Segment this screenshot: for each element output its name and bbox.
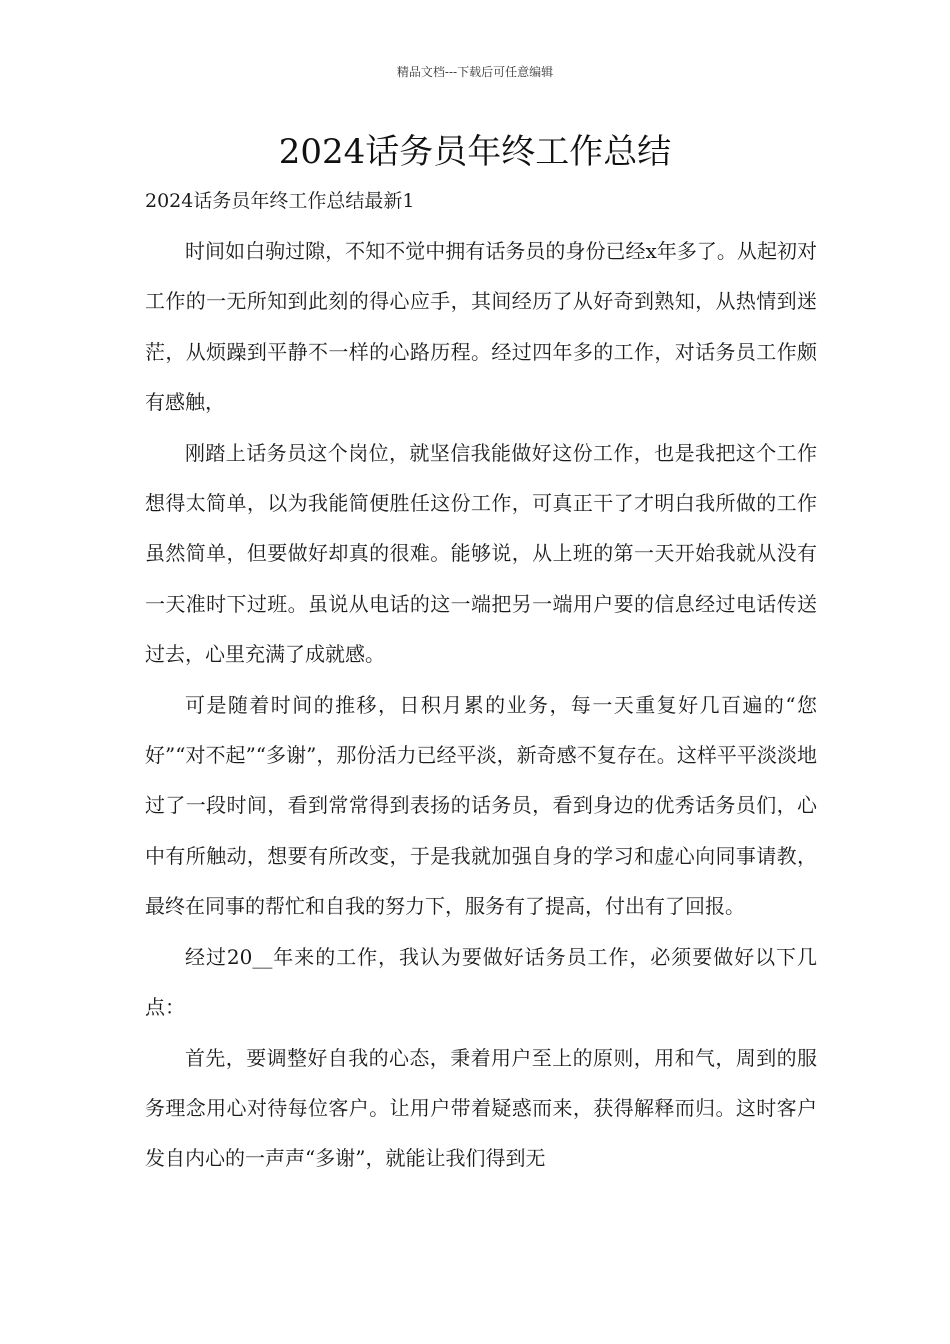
paragraph: 可是随着时间的推移，日积月累的业务，每一天重复好几百遍的“您好”“对不起”“多谢”，那份活力已经平淡，新奇感不复存在。这样平平淡淡地过了一段时间，看到常常得到表扬的话务员，看到身边的优秀话务员们，心中有所触动，想要有所改变，于是我就加强自身的学习和虚心向同事请教，最终在同事的帮忙和自我的努力下，服务有了提高，付出有了回报。 — [145, 692, 817, 919]
paragraph: 首先，要调整好自我的心态，秉着用户至上的原则，用和气，周到的服务理念用心对待每位客户。让用户带着疑惑而来，获得解释而归。这时客户发自内心的一声声“多谢”，就能让我们得到无 — [145, 1045, 817, 1171]
document-subtitle: 2024话务员年终工作总结最新1 — [145, 190, 415, 212]
paragraph: 经过20__年来的工作，我认为要做好话务员工作，必须要做好以下几点： — [145, 944, 817, 1020]
paragraph: 刚踏上话务员这个岗位，就坚信我能做好这份工作，也是我把这个工作想得太简单，以为我能简便胜任这份工作，可真正干了才明白我所做的工作虽然简单，但要做好却真的很难。能够说，从上班的第一天开始我就从没有一天准时下过班。虽说从电话的这一端把另一端用户要的信息经过电话传送过去，心里充满了成就感。 — [145, 440, 817, 667]
header-note: 精品文档---下载后可任意编辑 — [396, 65, 554, 79]
paragraph: 时间如白驹过隙，不知不觉中拥有话务员的身份已经x年多了。从起初对工作的一无所知到此刻的得心应手，其间经历了从好奇到熟知，从热情到迷茫，从烦躁到平静不一样的心路历程。经过四年多的工作，对话务员工作颇有感触， — [145, 239, 817, 415]
document-body — [145, 226, 817, 1184]
document-title: 2024话务员年终工作总结 — [278, 132, 672, 172]
